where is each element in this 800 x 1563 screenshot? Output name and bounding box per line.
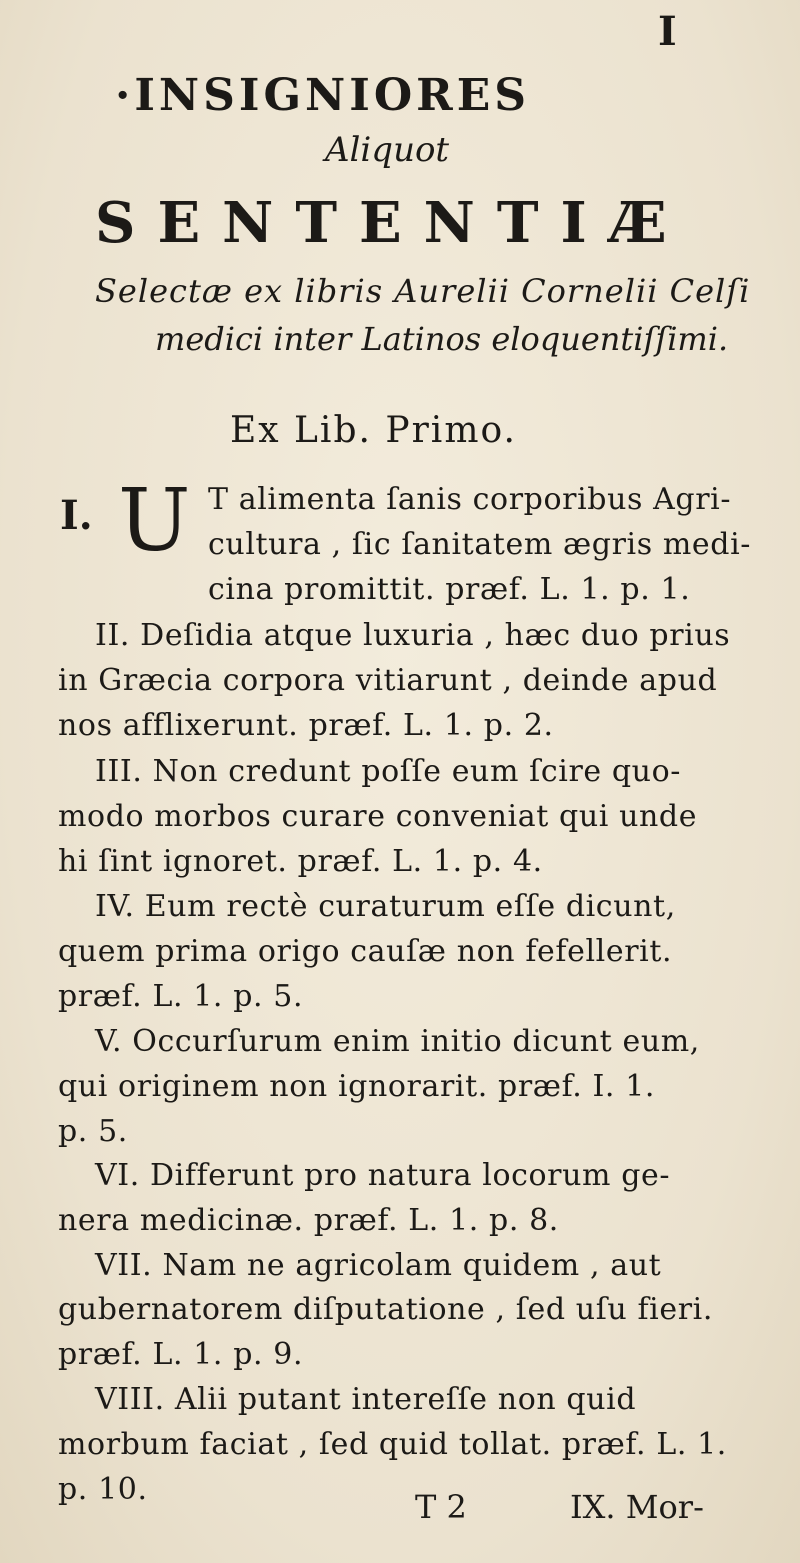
text-line: IV. Eum rectè curaturum eſſe dicunt, (95, 889, 676, 924)
text-line: nos afflixerunt. præf. L. 1. p. 2. (58, 708, 554, 743)
entry-numeral: I. (60, 492, 93, 539)
page-number: I (658, 8, 677, 55)
catchword: IX. Mor- (570, 1488, 704, 1526)
text-line: modo morbos curare conveniat qui unde (58, 799, 698, 834)
text-line: quem prima origo cauſæ non fefellerit. (58, 934, 673, 969)
text-line: nera medicinæ. præf. L. 1. p. 8. (58, 1203, 559, 1238)
entry-line: cina promittit. præf. L. 1. p. 1. (208, 572, 691, 607)
text-line: hi ſint ignoret. præf. L. 1. p. 4. (58, 844, 543, 879)
text-line: p. 10. (58, 1472, 148, 1507)
description-line-1: Selectæ ex libris Aurelii Cornelii Celſi (95, 272, 751, 310)
text-line: in Græcia corpora vitiarunt , deinde apud (58, 663, 718, 698)
text-line: VIII. Alii putant intereſſe non quid (95, 1382, 637, 1417)
text-line: qui originem non ignorarit. præf. I. 1. (58, 1069, 656, 1104)
subtitle-heading: Aliquot (325, 130, 450, 170)
text-line: II. Deſidia atque luxuria , hæc duo prius (95, 618, 731, 653)
signature-mark: T 2 (415, 1488, 467, 1526)
text-line: præf. L. 1. p. 5. (58, 979, 304, 1014)
entry-line: T alimenta ſanis corporibus Agri- (208, 482, 732, 517)
text-line: III. Non credunt poſſe eum ſcire quo- (95, 754, 682, 789)
text-line: VI. Differunt pro natura locorum ge- (95, 1158, 671, 1193)
book-heading: Ex Lib. Primo. (230, 410, 517, 451)
drop-cap-initial: U (118, 471, 191, 571)
text-line: gubernatorem diſputatione , ſed uſu fieri. (58, 1292, 713, 1327)
entry-line: cultura , ſic ſanitatem ægris medi- (208, 527, 752, 562)
text-line: præf. L. 1. p. 9. (58, 1337, 304, 1372)
text-line: VII. Nam ne agricolam quidem , aut (95, 1248, 662, 1283)
description-line-2: medici inter Latinos eloquentiſſimi. (155, 320, 729, 358)
title-heading: ·INSIGNIORES (115, 70, 531, 121)
text-line: morbum faciat , ſed quid tollat. præf. L. 1. (58, 1427, 727, 1462)
main-heading: SENTENTIÆ (95, 190, 689, 256)
text-line: p. 5. (58, 1114, 128, 1149)
text-line: V. Occurſurum enim initio dicunt eum, (95, 1024, 700, 1059)
